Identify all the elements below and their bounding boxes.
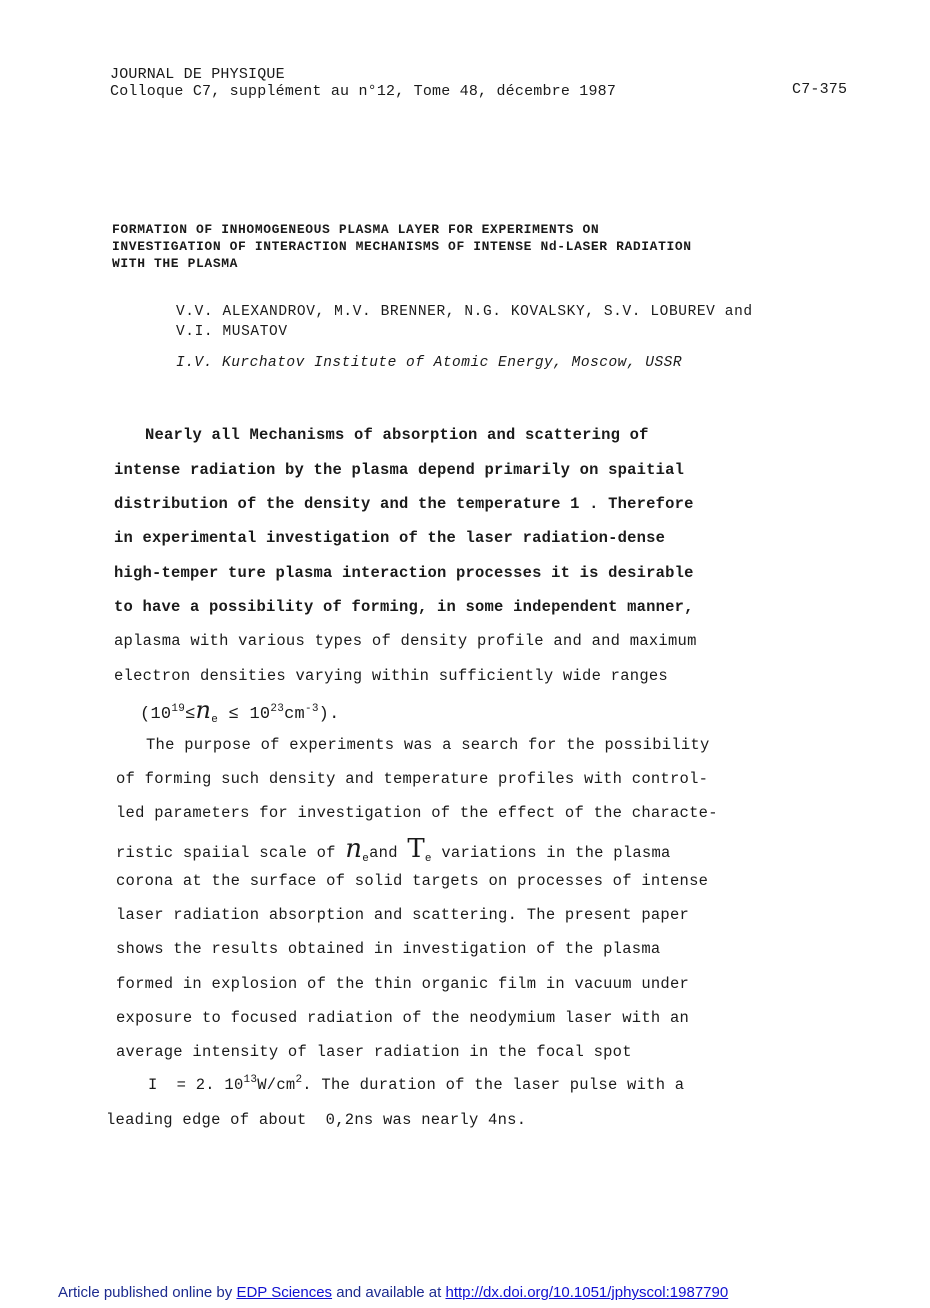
- page-code: C7-375: [792, 81, 848, 98]
- body-line: to have a possibility of forming, in some independent manner,: [114, 598, 694, 616]
- title-line: FORMATION OF INHOMOGENEOUS PLASMA LAYER FOR EXPERIMENTS ON: [112, 222, 600, 237]
- formula-exponent: -3: [304, 703, 319, 715]
- formula-text: (10: [140, 705, 172, 724]
- inline-text: variations in the plasma: [441, 844, 671, 862]
- body-line: exposure to focused radiation of the neodymium laser with an: [116, 1009, 690, 1027]
- publisher-link[interactable]: EDP Sciences: [236, 1284, 333, 1301]
- formula-exponent: 13: [243, 1074, 258, 1086]
- formula-text: ).: [318, 705, 340, 724]
- body-line-with-symbols: [116, 834, 671, 864]
- doi-link[interactable]: http://dx.doi.org/10.1051/jphyscol:1987790: [445, 1284, 729, 1301]
- inline-text: I = 2. 10: [148, 1076, 244, 1094]
- body-line: led parameters for investigation of the effect of the characte-: [116, 804, 718, 822]
- colloque-info: Colloque C7, supplément au n°12, Tome 48, décembre 1987: [110, 83, 617, 100]
- body-line: aplasma with various types of density profile and and maximum: [114, 632, 697, 650]
- authors: [176, 302, 753, 342]
- body-line: shows the results obtained in investigation of the plasma: [116, 940, 661, 958]
- formula-exponent: 2: [295, 1074, 303, 1086]
- intensity-line: [148, 1076, 684, 1094]
- footer-text: and available at: [332, 1284, 446, 1301]
- formula-text: 10: [249, 705, 271, 724]
- body-line: in experimental investigation of the laser radiation-dense: [114, 529, 666, 547]
- density-range-formula: [140, 696, 340, 724]
- institution: I.V. Kurchatov Institute of Atomic Energy, Moscow, USSR: [176, 355, 683, 371]
- body-line: high-temper ture plasma interaction processes it is desirable: [114, 564, 694, 582]
- authors-line: V.V. ALEXANDROV, M.V. BRENNER, N.G. KOVALSKY, S.V. LOBUREV and: [176, 304, 753, 320]
- formula-exponent: 23: [270, 703, 285, 715]
- body-line: electron densities varying within sufficiently wide ranges: [114, 667, 668, 685]
- formula-unit: cm: [284, 705, 305, 724]
- symbol-t: T: [407, 834, 425, 864]
- body-line: leading edge of about 0,2ns was nearly 4ns.: [106, 1111, 527, 1129]
- symbol-subscript: e: [424, 853, 432, 865]
- paper-title: [112, 221, 692, 272]
- body-line: The purpose of experiments was a search for the possibility: [146, 736, 710, 754]
- journal-name: JOURNAL DE PHYSIQUE: [110, 66, 285, 83]
- body-line: laser radiation absorption and scattering. The present paper: [116, 906, 690, 924]
- authors-line: V.I. MUSATOV: [176, 324, 288, 340]
- formula-unit: W/cm: [257, 1076, 296, 1094]
- inline-text: ristic spaiial scale of: [116, 844, 336, 862]
- body-line: corona at the surface of solid targets on processes of intense: [116, 872, 709, 890]
- body-line: formed in explosion of the thin organic film in vacuum under: [116, 975, 690, 993]
- body-line: distribution of the density and the temperature 1 . Therefore: [114, 495, 694, 513]
- body-line: of forming such density and temperature profiles with control-: [116, 770, 709, 788]
- symbol-subscript: e: [362, 853, 370, 865]
- title-line: WITH THE PLASMA: [112, 256, 239, 271]
- publication-footer: [58, 1284, 728, 1301]
- body-line: Nearly all Mechanisms of absorption and scattering of: [145, 426, 649, 444]
- title-line: INVESTIGATION OF INTERACTION MECHANISMS OF INTENSE Nd-LASER RADIATION: [112, 239, 692, 254]
- formula-operator: ≤: [228, 705, 239, 724]
- formula-operator: ≤: [185, 705, 196, 724]
- formula-exponent: 19: [171, 703, 186, 715]
- symbol-n: n: [345, 834, 363, 864]
- formula-variable: n: [195, 696, 212, 724]
- body-line: average intensity of laser radiation in the focal spot: [116, 1043, 632, 1061]
- footer-text: Article published online by: [58, 1284, 237, 1301]
- inline-text: and: [369, 844, 398, 862]
- formula-subscript: e: [211, 714, 219, 726]
- body-line: intense radiation by the plasma depend primarily on spaitial: [114, 461, 685, 479]
- inline-text: . The duration of the laser pulse with a: [302, 1076, 685, 1094]
